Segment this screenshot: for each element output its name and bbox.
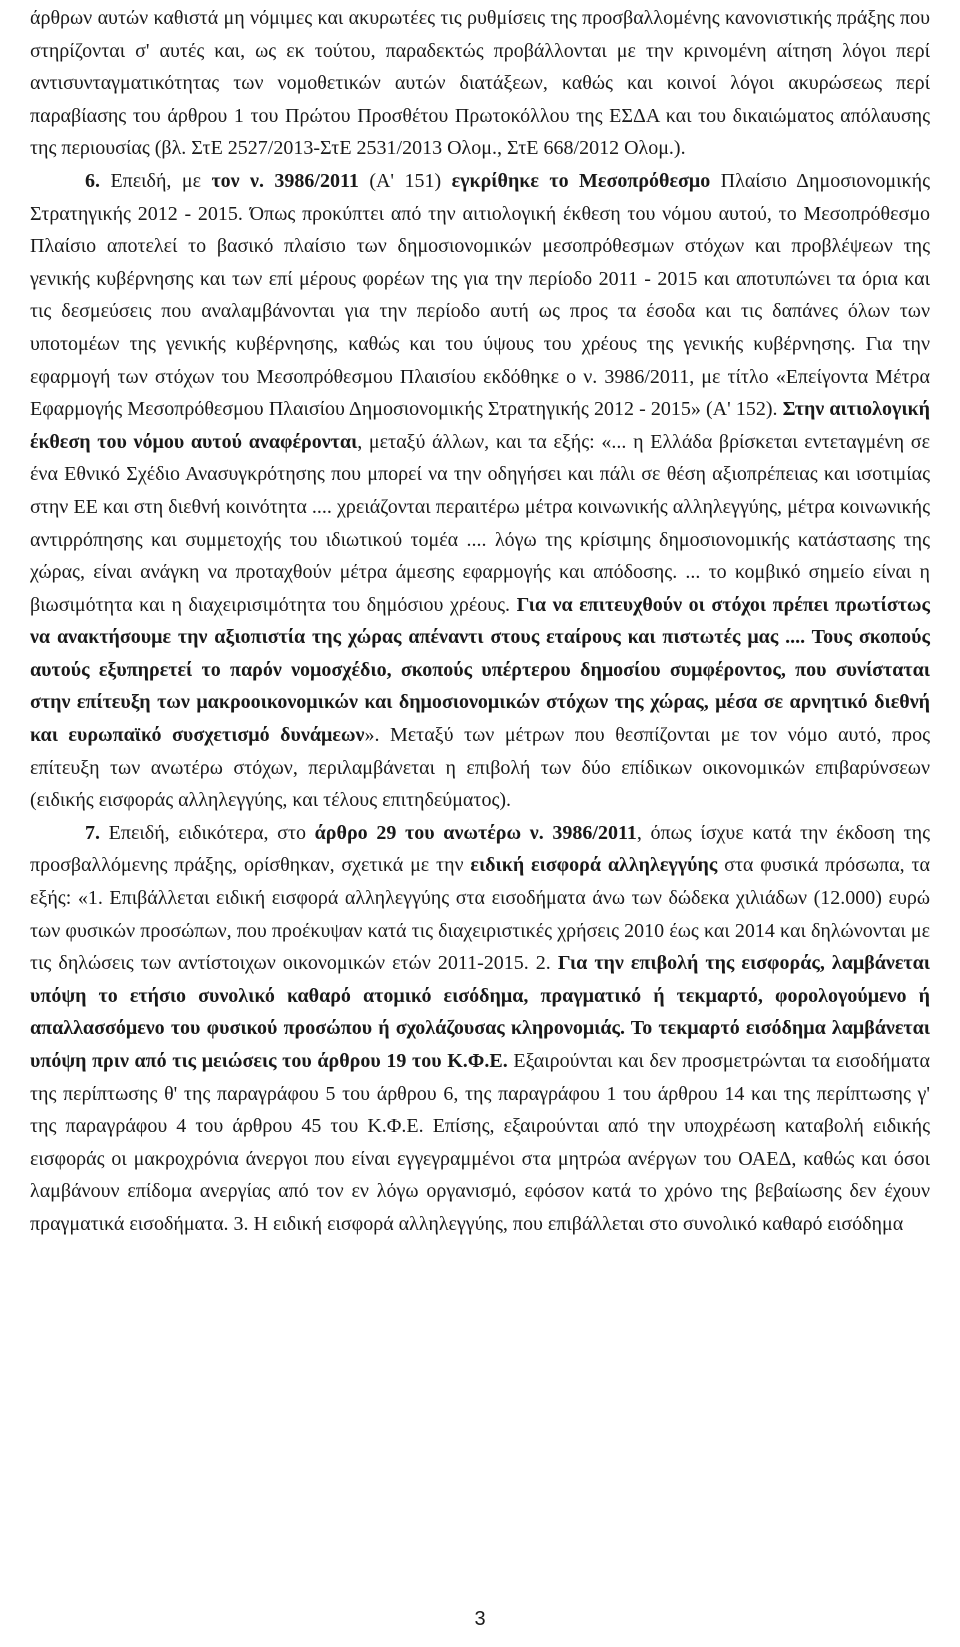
paragraph-text: στα φυσικά πρόσωπα, τα εξής: «1. Επιβάλλεται ειδική εισφορά αλληλεγγύης στα εισοδήματα άνω των δώδεκα χιλιάδων (12.000) ευρώ των φυσικών προσώπων, που προέκυψαν κατά τις διαχειριστικές χρήσεις 2010 έως και 2014 και δηλώνονται με τις δηλώσεις των αντίστοιχων οικονομικών ετών 2011-2015. 2. xyxy=(30,854,931,975)
document-body xyxy=(30,2,930,1241)
paragraph-text: Πλαίσιο Δημοσιονομικής Στρατηγικής 2012 - 2015. Όπως προκύπτει από την αιτιολογική έκθεση του νόμου αυτού, το Μεσοπρόθεσμο Πλαίσιο αποτελεί το βασικό πλαίσιο των δημοσιονομικών μεσοπρόθεσμων στόχων και προβλέψεων της γενικής κυβέρνησης και των επί μέρους φορέων της για την περίοδο 2011 - 2015 και αποτυπώνει τα όρια και τις δεσμεύσεις που αναλαμβάνονται για την περίοδο αυτή ως προς τα έσοδα και τις δαπάνες όλων των υποτομέων της γενικής κυβέρνησης, καθώς και του ύψους του χρέους της γενικής κυβέρνησης. Για την εφαρμογή των στόχων του Μεσοπρόθεσμου Πλαισίου εκδόθηκε ο ν. 3986/2011, με τίτλο «Επείγοντα Μέτρα Εφαρμογής Μεσοπρόθεσμου Πλαισίου Δημοσιονομικής Στρατηγικής 2012 - 2015» (Α' 152). xyxy=(30,169,930,421)
bold-text: τον ν. 3986/2011 xyxy=(211,169,359,192)
paragraph-text: ». Μεταξύ των μέτρων που θεσπίζονται με τον νόμο αυτό, προς επίτευξη των ανωτέρω στόχων, περιλαμβάνεται η επιβολή των δύο επίδικων οικονομικών επιβαρύνσεων (ειδικής εισφοράς αλληλεγγύης, και τέλους επιτηδεύματος). xyxy=(30,724,930,812)
bold-text: Για να επιτευχθούν οι στόχοι πρέπει πρωτίστως να ανακτήσουμε την αξιοπιστία της χώρας απέναντι στους εταίρους και πιστωτές μας .... Τους σκοπούς αυτούς εξυπηρετεί το παρόν νομοσχέδιο, σκοπούς υπέρτερου δημοσίου συμφέροντος, που συνίσταται στην επίτευξη των μακροοικονομικών και δημοσιονομικών στόχων της χώρας, μέσα σε αρνητικό διεθνή και ευρωπαϊκό συσχετισμό δυνάμεων xyxy=(30,593,930,747)
paragraph-6 xyxy=(30,165,930,817)
page-number: 3 xyxy=(474,1608,486,1630)
paragraph-text: Επειδή, ειδικότερα, στο xyxy=(100,821,315,844)
paragraph-number: 7. xyxy=(85,821,100,844)
paragraph-continuation xyxy=(30,2,930,165)
bold-text: Στην αιτιολογική έκθεση του νόμου αυτού αναφέρονται xyxy=(30,398,930,453)
bold-text: ειδική εισφορά αλληλεγγύης xyxy=(470,854,718,877)
paragraph-7 xyxy=(30,817,930,1241)
paragraph-text: άρθρων αυτών καθιστά μη νόμιμες και ακυρωτέες τις ρυθμίσεις της προσβαλλομένης κανονιστικής πράξης που στηρίζονται σ' αυτές και, ως εκ τούτου, παραδεκτώς προβάλλονται με την κρινομένη αίτηση λόγοι περί αντισυνταγματικότητας των νομοθετικών αυτών διατάξεων, καθώς και κοινοί λόγοι ακυρώσεως περί παραβίασης του άρθρου 1 του Πρώτου Προσθέτου Πρωτοκόλλου της ΕΣΔΑ και του δικαιώματος απόλαυσης της περιουσίας (βλ. ΣτΕ 2527/2013-ΣτΕ 2531/2013 Ολομ., ΣτΕ 668/2012 Ολομ.). xyxy=(30,7,930,160)
paragraph-text: , μεταξύ άλλων, και τα εξής: «... η Ελλάδα βρίσκεται εντεταγμένη σε ένα Εθνικό Σχέδιο Ανασυγκρότησης που μπορεί να την οδηγήσει και πάλι σε θέση αξιοπρέπειας και ισοτιμίας στην ΕΕ και στη διεθνή κοινότητα .... χρειάζονται περαιτέρω μέτρα κοινωνικής αλληλεγγύης, μέτρα κοινωνικής αντιρρόπησης και συμμετοχής του ιδιωτικού τομέα .... λόγω της κρίσιμης δημοσιονομικής κατάστασης της χώρας, είναι ανάγκη να προταχθούν μέτρα άμεσης εφαρμογής και απόδοσης. ... το κομβικό σημείο είναι η βιωσιμότητα και η διαχειρισιμότητα του δημόσιου χρέους. xyxy=(30,430,930,616)
paragraph-text: (Α' 151) xyxy=(358,169,452,192)
paragraph-text: Επειδή, με xyxy=(100,169,212,192)
bold-text: Για την επιβολή της εισφοράς, λαμβάνεται υπόψη το ετήσιο συνολικό καθαρό ατομικό εισόδημα, πραγματικό ή τεκμαρτό, φορολογούμενο ή απαλλασσόμενο του φυσικού προσώπου ή σχολάζουσας κληρονομιάς. Το τεκμαρτό εισόδημα λαμβάνεται υπόψη πριν από τις μειώσεις του άρθρου 19 του Κ.Φ.Ε. xyxy=(30,952,930,1072)
paragraph-number: 6. xyxy=(85,169,100,192)
bold-text: άρθρο 29 του ανωτέρω ν. 3986/2011 xyxy=(314,821,637,844)
bold-text: εγκρίθηκε το Μεσοπρόθεσμο xyxy=(451,169,711,192)
paragraph-text: Εξαιρούνται και δεν προσμετρώνται τα εισοδήματα της περίπτωσης θ' της παραγράφου 5 του άρθρου 6, της παραγράφου 1 του άρθρου 14 και της περίπτωσης γ' της παραγράφου 4 του άρθρου 45 του Κ.Φ.Ε. Επίσης, εξαιρούνται από την υποχρέωση καταβολή ειδικής εισφοράς οι μακροχρόνια άνεργοι που είναι εγγεγραμμένοι στα μητρώα ανέργων του ΟΑΕΔ, καθώς και όσοι λαμβάνουν επίδομα ανεργίας από τον εν λόγω οργανισμό, εφόσον κατά το χρόνο της βεβαίωσης δεν έχουν πραγματικά εισοδήματα. 3. Η ειδική εισφορά αλληλεγγύης, που επιβάλλεται στο συνολικό καθαρό εισόδημα xyxy=(30,1050,930,1235)
paragraph-text: , όπως ίσχυε κατά την έκδοση της προσβαλλόμενης πράξης, ορίσθηκαν, σχετικά με την xyxy=(30,821,930,877)
